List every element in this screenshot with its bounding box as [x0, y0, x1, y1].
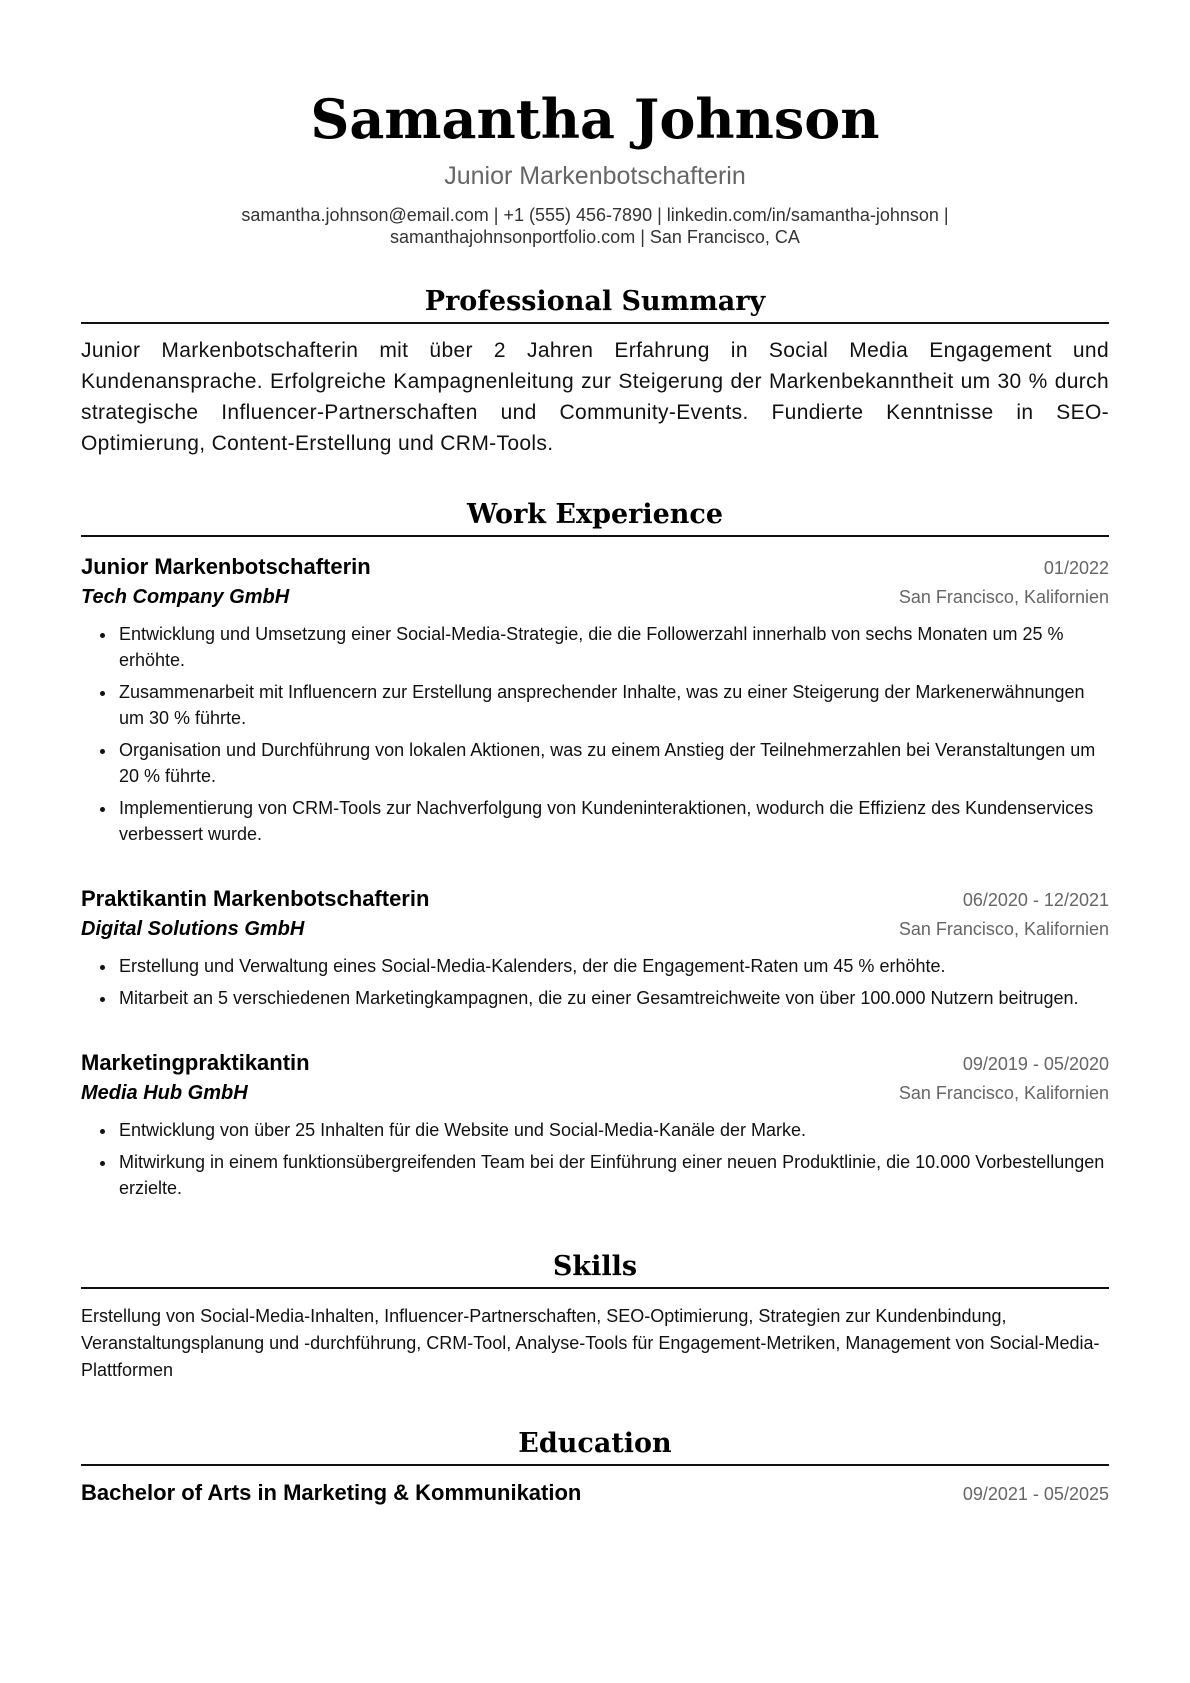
job-bullets — [81, 621, 1109, 847]
education-entry — [81, 1480, 1109, 1506]
job-company-row — [81, 1078, 1109, 1109]
summary-text: Junior Markenbotschafterin mit über 2 Jahren Erfahrung in Social Media Engagement und Kundenansprache. Erfolgreiche Kampagnenleitung zur Steigerung der Markenbekanntheit um 30 % durch strategische Influencer-Partnerschaften und Community-Events. Fundierte Kenntnisse in SEO-Optimierung, Content-Erstellung und CRM-Tools. — [81, 339, 1109, 455]
job-bullet: • Zusammenarbeit mit Influencern zur Erstellung ansprechender Inhalte, was zu einer Steigerung der Markenerwähnungen um 30 % führte. — [117, 679, 1109, 731]
experience-section — [81, 495, 1109, 1201]
job-company-row — [81, 582, 1109, 613]
candidate-title: Junior Markenbotschafterin — [444, 162, 746, 190]
job-company-row — [81, 914, 1109, 945]
job-bullet: • Entwicklung von über 25 Inhalten für die Website und Social-Media-Kanäle der Marke. — [117, 1117, 1109, 1143]
skills-text: Erstellung von Social-Media-Inhalten, Influencer-Partnerschaften, SEO-Optimierung, Strategien zur Kundenbindung, Veranstaltungsplanung und -durchführung, CRM-Tool, Analyse-Tools für Engagement-Metriken, Management von Social-Media-Plattformen — [81, 1306, 1100, 1380]
job-bullet: • Erstellung und Verwaltung eines Social-Media-Kalenders, der die Engagement-Raten um 45 % erhöhte. — [117, 953, 1109, 979]
education-section — [81, 1424, 1109, 1506]
job-header-row — [81, 883, 1109, 914]
candidate-name: Samantha Johnson — [310, 87, 880, 151]
job-entry — [81, 883, 1109, 1011]
job-bullet: • Mitarbeit an 5 verschiedenen Marketingkampagnen, die zu einer Gesamtreichweite von über 100.000 Nutzern beitrugen. — [117, 985, 1109, 1011]
job-location: San Francisco, Kalifornien — [898, 587, 1109, 607]
education-heading: Education — [81, 1424, 1109, 1466]
job-bullets — [81, 1117, 1109, 1201]
contact-line-2: samanthajohnsonportfolio.com | San Francisco, CA — [390, 227, 800, 247]
job-header-row — [81, 551, 1109, 582]
job-company: Tech Company GmbH — [81, 586, 290, 608]
job-date: 06/2020 - 12/2021 — [962, 890, 1109, 910]
job-company: Digital Solutions GmbH — [81, 918, 305, 940]
job-bullet: • Organisation und Durchführung von lokalen Aktionen, was zu einem Anstieg der Teilnehmerzahlen bei Veranstaltungen um 20 % führte. — [117, 737, 1109, 789]
summary-section — [81, 282, 1109, 459]
experience-heading: Work Experience — [81, 495, 1109, 537]
job-title: Junior Markenbotschafterin — [81, 554, 371, 579]
job-bullet: • Implementierung von CRM-Tools zur Nachverfolgung von Kundeninteraktionen, wodurch die Effizienz des Kundenservices verbessert wurde. — [117, 795, 1109, 847]
job-entry — [81, 1047, 1109, 1201]
job-entry — [81, 551, 1109, 847]
resume-header — [81, 0, 1109, 248]
contact-info — [81, 204, 1109, 248]
job-title: Marketingpraktikantin — [81, 1050, 310, 1075]
education-date: 09/2021 - 05/2025 — [962, 1484, 1109, 1504]
job-location: San Francisco, Kalifornien — [898, 1083, 1109, 1103]
job-header-row — [81, 1047, 1109, 1078]
job-date: 01/2022 — [1043, 558, 1109, 578]
job-bullet: • Entwicklung und Umsetzung einer Social-Media-Strategie, die die Followerzahl innerhalb von sechs Monaten um 25 % erhöhte. — [117, 621, 1109, 673]
job-bullet: • Mitwirkung in einem funktionsübergreifenden Team bei der Einführung einer neuen Produktlinie, die 10.000 Vorbestellungen erzielte. — [117, 1149, 1109, 1201]
summary-heading: Professional Summary — [81, 282, 1109, 324]
job-bullets — [81, 953, 1109, 1011]
skills-heading: Skills — [81, 1247, 1109, 1289]
job-location: San Francisco, Kalifornien — [898, 919, 1109, 939]
job-company: Media Hub GmbH — [81, 1082, 248, 1104]
job-title: Praktikantin Markenbotschafterin — [81, 886, 430, 911]
skills-section — [81, 1247, 1109, 1384]
contact-line-1: samantha.johnson@email.com | +1 (555) 456-7890 | linkedin.com/in/samantha-johnson | — [241, 205, 949, 225]
degree-title: Bachelor of Arts in Marketing & Kommunikation — [81, 1480, 582, 1505]
job-date: 09/2019 - 05/2020 — [962, 1054, 1109, 1074]
